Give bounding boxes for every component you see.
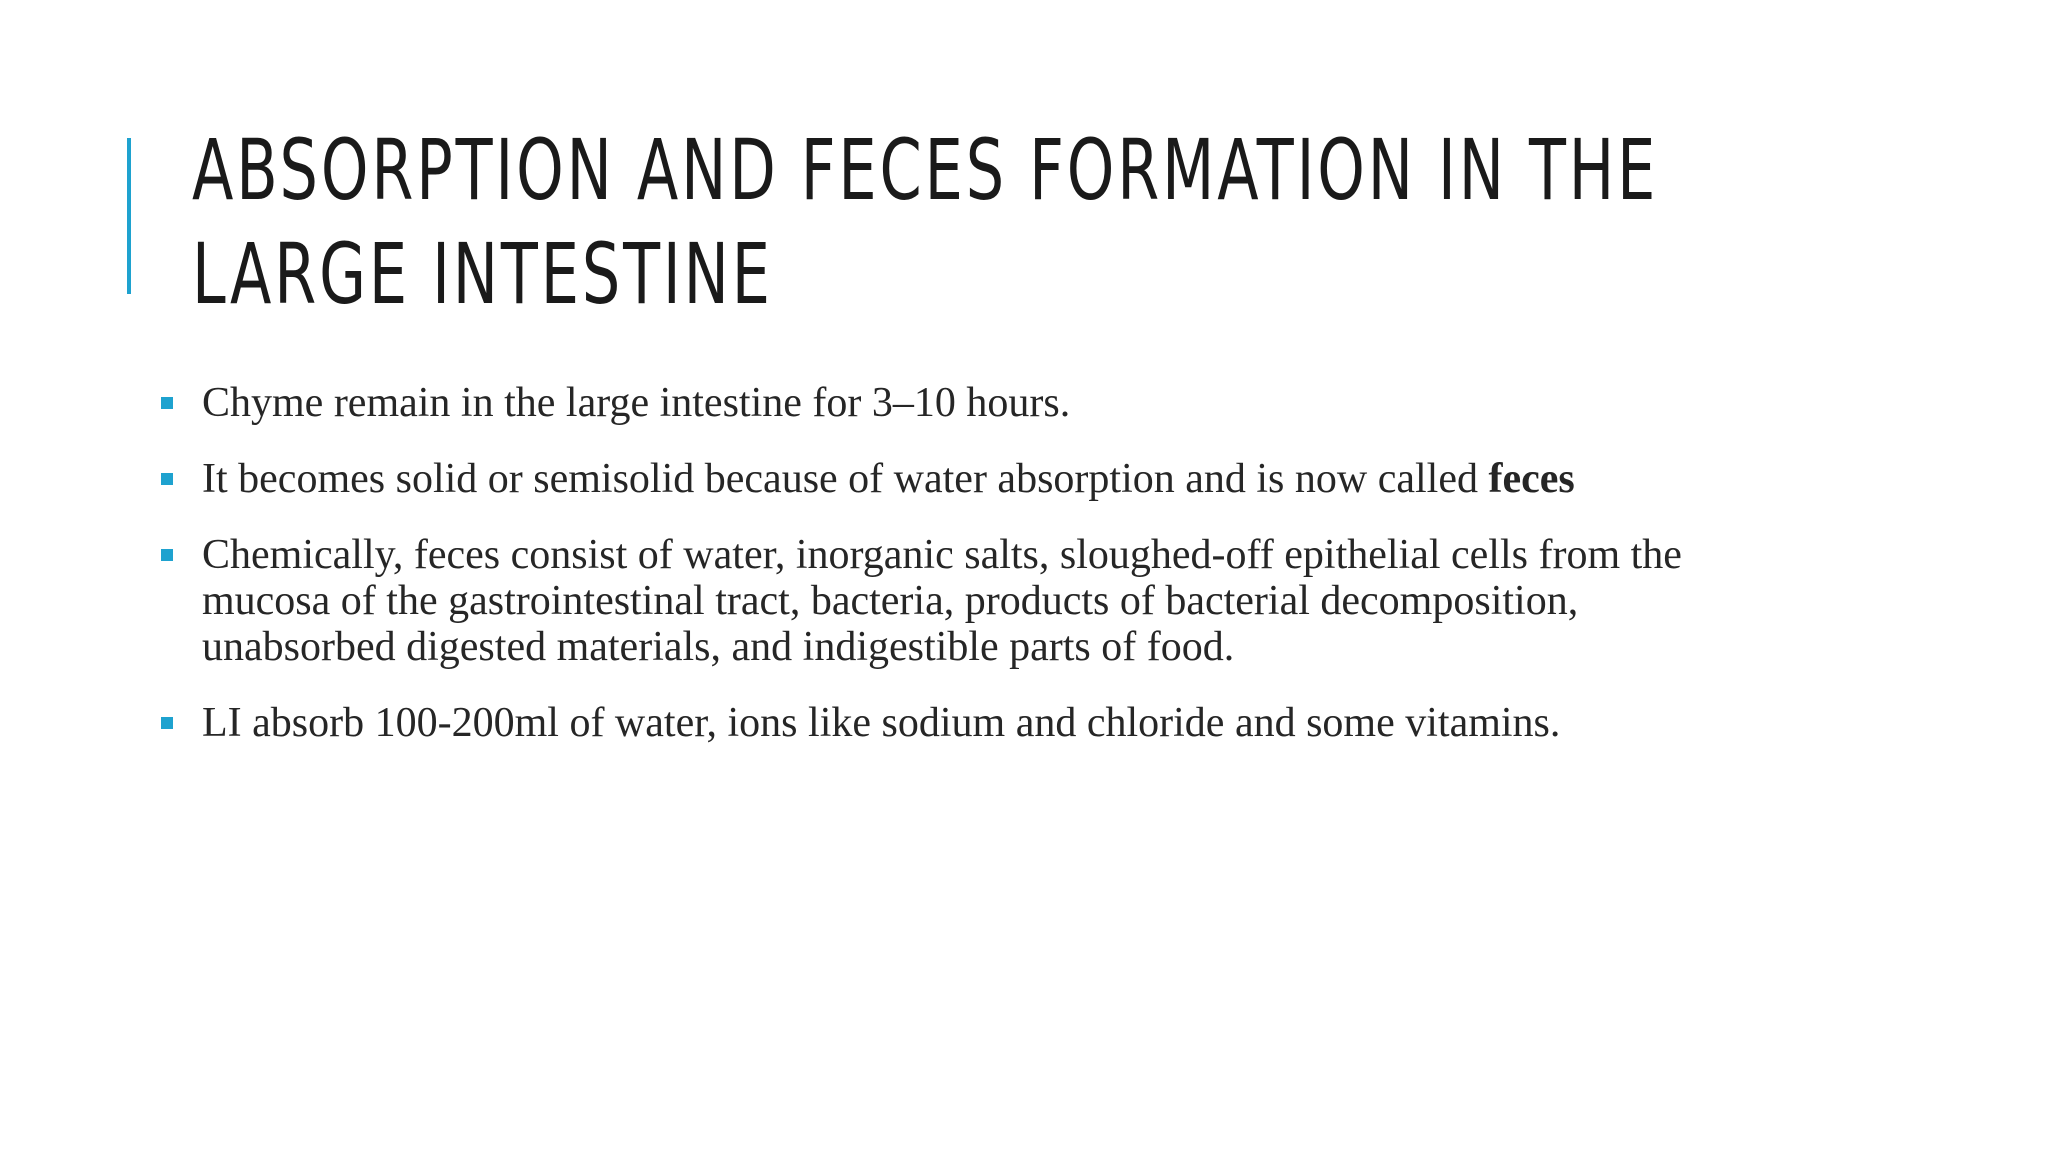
square-bullet-icon — [161, 473, 173, 485]
bullet-item — [160, 700, 1760, 746]
bullet-list — [160, 380, 1760, 776]
bullet-text: Chemically, feces consist of water, inorganic salts, sloughed-off epithelial cells from the mucosa of the gastrointestinal tract, bacteria, products of bacterial decomposition, unabsorbed digested materials, and indigestible parts of food. — [202, 532, 1682, 670]
bullet-item — [160, 532, 1760, 670]
title-line-1: ABSORPTION AND FECES FORMATION IN THE — [192, 121, 1659, 219]
square-bullet-icon — [161, 397, 173, 409]
slide-title — [192, 118, 1659, 326]
title-accent-bar — [127, 138, 131, 294]
square-bullet-icon — [161, 717, 173, 729]
title-line-2: LARGE INTESTINE — [192, 225, 773, 323]
bullet-item — [160, 380, 1760, 426]
bullet-text: LI absorb 100-200ml of water, ions like sodium and chloride and some vitamins. — [202, 700, 1561, 746]
bullet-text: Chyme remain in the large intestine for 3–10 hours. — [202, 380, 1071, 426]
bullet-item — [160, 456, 1760, 502]
bullet-text: It becomes solid or semisolid because of water absorption and is now called — [202, 456, 1489, 502]
square-bullet-icon — [161, 549, 173, 561]
bullet-bold-term: feces — [1488, 456, 1575, 502]
